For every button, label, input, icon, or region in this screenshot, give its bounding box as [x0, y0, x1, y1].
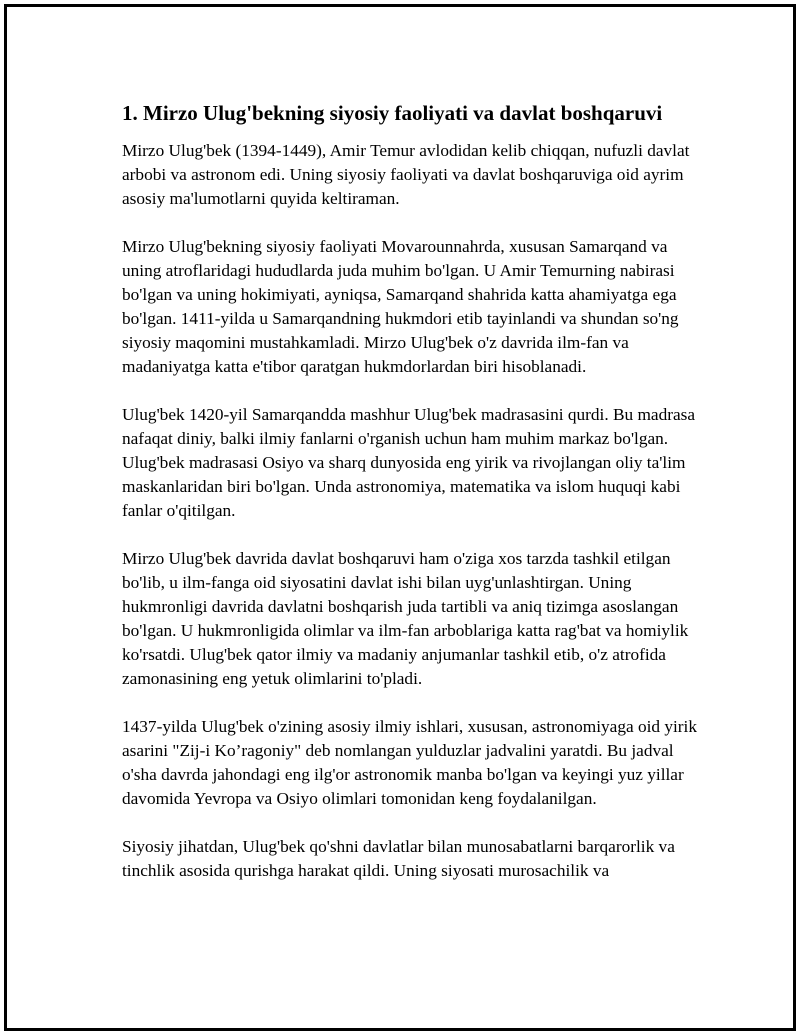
paragraph-madrasa: Ulug'bek 1420-yil Samarqandda mashhur Ulug'bek madrasasini qurdi. Bu madrasa nafaqat diniy, balki ilmiy fanlarni o'rganish uchun ham muhim markaz bo'lgan. Ulug'bek madrasasi Osiyo va sharq dunyosida eng yirik va rivojlangan oliy ta'lim maskanlaridan biri bo'lgan. Unda astronomiya, matematika va islom huquqi kabi fanlar o'qitilgan.	[122, 405, 696, 520]
paragraph-governance: Mirzo Ulug'bek davrida davlat boshqaruvi ham o'ziga xos tarzda tashkil etilgan bo'lib, u ilm-fanga oid siyosatini davlat ishi bilan uyg'unlashtirgan. Uning hukmronligi davrida davlatni boshqarish juda tartibli va aniq tizimga asoslangan bo'lgan. U hukmronligida olimlar va ilm-fan arboblariga katta rag'bat va homiylik ko'rsatdi. Ulug'bek qator ilmiy va madaniy anjumanlar tashkil etib, o'z atrofida zamonasining eng yetuk olimlarini to'pladi.	[122, 549, 689, 688]
paragraph-intro: Mirzo Ulug'bek (1394-1449), Amir Temur avlodidan kelib chiqqan, nufuzli davlat arbobi va astronom edi. Uning siyosiy faoliyati va davlat boshqaruviga oid ayrim asosiy ma'lumotlarni quyida keltiraman.	[122, 141, 690, 208]
paragraph-political-activity: Mirzo Ulug'bekning siyosiy faoliyati Movarounnahrda, xususan Samarqand va uning atroflaridagi hududlarda juda muhim bo'lgan. U Amir Temurning nabirasi bo'lgan va uning hokimiyati, ayniqsa, Samarqand shahrida katta ahamiyatga ega bo'lgan. 1411-yilda u Samarqandning hukmdori etib tayinlandi va shundan so'ng siyosiy maqomini mustahkamladi. Mirzo Ulug'bek o'z davrida ilm-fan va madaniyatga katta e'tibor qaratgan hukmdorlardan biri hisoblanadi.	[122, 237, 679, 376]
paragraph-zij: 1437-yilda Ulug'bek o'zining asosiy ilmiy ishlari, xususan, astronomiyaga oid yirik asarini "Zij-i Ko’ragoniy" deb nomlangan yulduzlar jadvalini yaratdi. Bu jadval o'sha davrda jahondagi eng ilg'or astronomik manba bo'lgan va keyingi yuz yillar davomida Yevropa va Osiyo olimlari tomonidan keng foydalanilgan.	[122, 717, 697, 808]
document-body	[122, 99, 702, 907]
document-page	[4, 4, 796, 1031]
paragraph-foreign-policy: Siyosiy jihatdan, Ulug'bek qo'shni davlatlar bilan munosabatlarni barqarorlik va tinchlik asosida qurishga harakat qildi. Uning siyosati murosachilik va	[122, 837, 675, 880]
section-heading: 1. Mirzo Ulug'bekning siyosiy faoliyati va davlat boshqaruvi	[122, 101, 663, 125]
